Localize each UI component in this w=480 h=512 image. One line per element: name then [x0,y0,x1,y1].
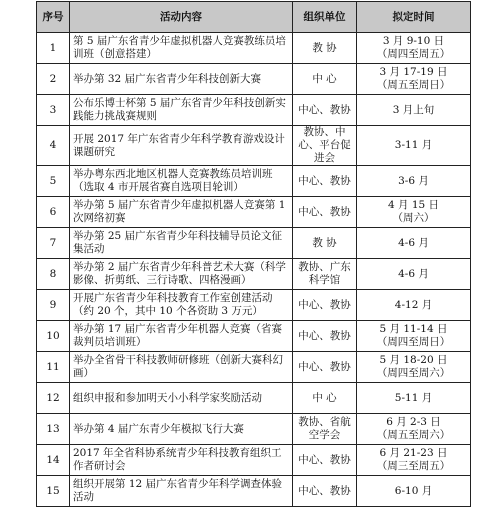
cell-time: 4-12 月 [357,290,471,321]
activity-schedule-table [36,1,471,507]
cell-activity: 开展广东省青少年科技教育工作室创建活动（约 20 个，其中 10 个各资助 3 万元） [70,290,293,321]
cell-activity: 举办第 25 届广东省青少年科技辅导员论文征集活动 [70,228,293,259]
cell-num: 7 [37,228,70,259]
header-row [37,2,471,33]
table-row [37,445,471,476]
cell-num: 15 [37,476,70,507]
cell-time: 3-11 月 [357,126,471,166]
cell-activity: 举办全省骨干科技教师研修班（创新大赛科幻画） [70,352,293,383]
table-row [37,95,471,126]
cell-time: 4-6 月 [357,259,471,290]
table-row [37,352,471,383]
cell-activity: 举办第 5 届广东省青少年虚拟机器人竞赛第 1 次网络初赛 [70,197,293,228]
cell-org: 中心、教协 [293,445,357,476]
cell-org: 中心、教协 [293,321,357,352]
cell-org: 中心、教协 [293,352,357,383]
cell-org: 教协、中心、平台促进会 [293,126,357,166]
cell-activity: 组织开展第 12 届广东省青少年科学调查体验活动 [70,476,293,507]
cell-time: 4 月 15 日 （周六） [357,197,471,228]
cell-org: 中心、教协 [293,166,357,197]
cell-org: 中 心 [293,383,357,414]
table-row [37,321,471,352]
cell-org: 教 协 [293,228,357,259]
header-activity: 活动内容 [70,2,293,33]
cell-activity: 开展 2017 年广东省青少年科学教育游戏设计课题研究 [70,126,293,166]
cell-time: 3 月 17-19 日 （周五至周日） [357,64,471,95]
cell-num: 2 [37,64,70,95]
cell-org: 中 心 [293,64,357,95]
cell-time: 3 月上旬 [357,95,471,126]
cell-num: 8 [37,259,70,290]
cell-num: 5 [37,166,70,197]
cell-org: 教协、省航空学会 [293,414,357,445]
cell-org: 中心、教协 [293,95,357,126]
cell-org: 中心、教协 [293,476,357,507]
cell-activity: 公布乐博士杯第 5 届广东省青少年科技创新实践能力挑战赛规则 [70,95,293,126]
cell-activity: 举办第 2 届广东省青少年科普艺术大赛（科学影像、折剪纸、三行诗歌、四格漫画） [70,259,293,290]
cell-time: 4-6 月 [357,228,471,259]
cell-time: 6 月 21-23 日 （周三至周五） [357,445,471,476]
cell-activity: 组织申报和参加明天小小科学家奖励活动 [70,383,293,414]
cell-num: 10 [37,321,70,352]
table-row [37,228,471,259]
header-time: 拟定时间 [357,2,471,33]
cell-time: 6 月 2-3 日 （周五至周六） [357,414,471,445]
cell-org: 中心、教协 [293,197,357,228]
cell-num: 12 [37,383,70,414]
cell-num: 9 [37,290,70,321]
cell-org: 中心、教协 [293,290,357,321]
cell-activity: 举办第 17 届广东省青少年机器人竞赛（省赛裁判员培训班） [70,321,293,352]
cell-num: 4 [37,126,70,166]
cell-activity: 举办第 32 届广东省青少年科技创新大赛 [70,64,293,95]
cell-num: 3 [37,95,70,126]
table-row [37,259,471,290]
cell-activity: 举办粤东西北地区机器人竞赛教练员培训班（选取 4 市开展省赛自选项目轮训） [70,166,293,197]
table-row [37,197,471,228]
table-row [37,414,471,445]
cell-org: 教 协 [293,33,357,64]
table-row [37,126,471,166]
cell-time: 5-11 月 [357,383,471,414]
table-row [37,64,471,95]
table-row [37,383,471,414]
cell-activity: 2017 年全省科协系统青少年科技教育组织工作者研讨会 [70,445,293,476]
cell-time: 6-10 月 [357,476,471,507]
header-org: 组织单位 [293,2,357,33]
cell-num: 1 [37,33,70,64]
header-num: 序号 [37,2,70,33]
cell-activity: 举办第 4 届广东青少年模拟飞行大赛 [70,414,293,445]
cell-num: 13 [37,414,70,445]
cell-org: 教协、广东科学馆 [293,259,357,290]
cell-time: 3-6 月 [357,166,471,197]
table-row [37,33,471,64]
cell-activity: 第 5 届广东省青少年虚拟机器人竞赛教练员培训班（创意搭建） [70,33,293,64]
cell-time: 5 月 18-20 日 （周四至周六） [357,352,471,383]
table-row [37,290,471,321]
cell-time: 3 月 9-10 日 （周四至周五） [357,33,471,64]
cell-num: 6 [37,197,70,228]
cell-num: 11 [37,352,70,383]
table-row [37,476,471,507]
table-row [37,166,471,197]
cell-time: 5 月 11-14 日 （周四至周日） [357,321,471,352]
cell-num: 14 [37,445,70,476]
